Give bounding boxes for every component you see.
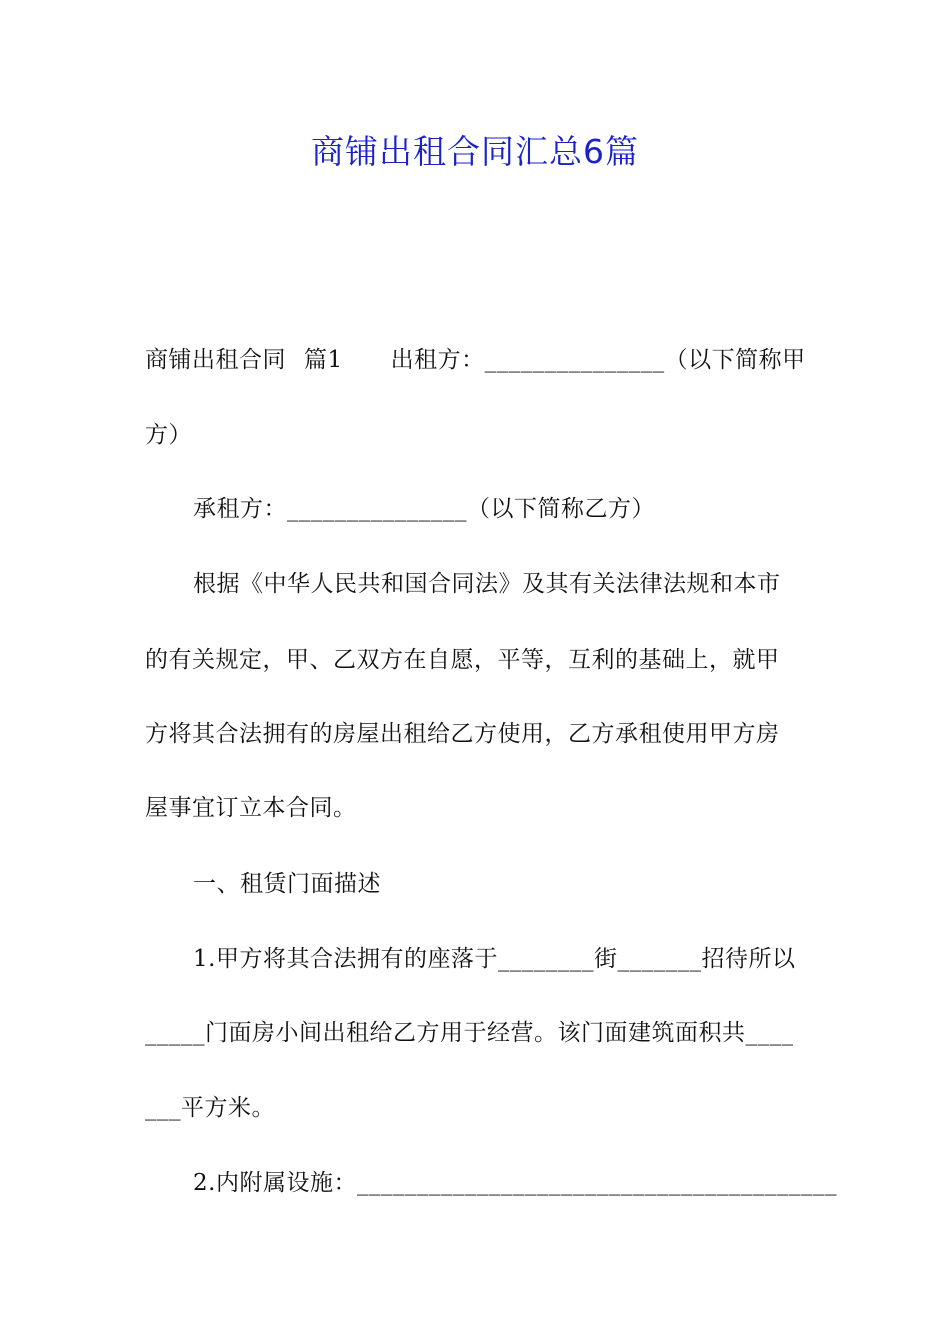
clause-line: 1.甲方将其合法拥有的座落于________街_______招待所以	[193, 946, 796, 972]
contract-heading: 商铺出租合同	[145, 347, 286, 373]
lessor-field-text: 出租方：_______________（以下简称甲	[390, 347, 806, 373]
paragraph-line: 的有关规定，甲、乙双方在自愿，平等，互利的基础上，就甲	[145, 647, 780, 673]
clause-line: 2.内附属设施：________________________________________	[193, 1170, 837, 1196]
paragraph-line: 方将其合法拥有的房屋出租给乙方使用，乙方承租使用甲方房	[145, 721, 780, 747]
lessee-line: 承租方：_______________（以下简称乙方）	[193, 496, 655, 522]
contract-line-2: 方）	[145, 422, 192, 448]
paragraph-line: 屋事宜订立本合同。	[145, 795, 357, 821]
paragraph-line: 根据《中华人民共和国合同法》及其有关法律法规和本市	[193, 571, 781, 597]
clause-line: _____门面房小间出租给乙方用于经营。该门面建筑面积共____	[145, 1020, 794, 1046]
contract-part-number: 篇1	[304, 347, 343, 373]
section-heading: 一、租赁门面描述	[193, 871, 381, 897]
clause-line: ___平方米。	[145, 1095, 275, 1121]
document-title: 商铺出租合同汇总6篇	[311, 132, 639, 171]
contract-line-1	[145, 342, 810, 378]
